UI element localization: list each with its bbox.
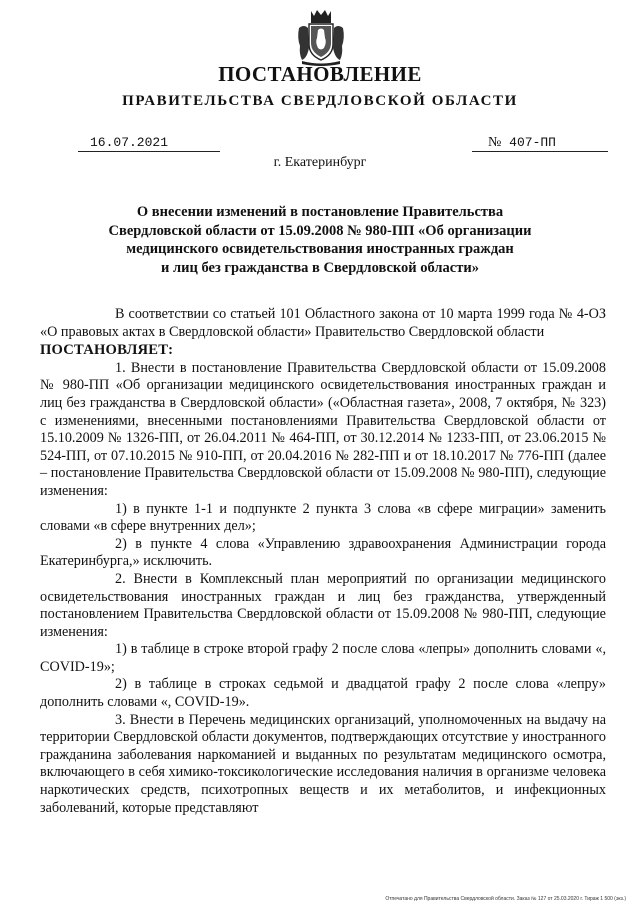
document-title: ПОСТАНОВЛЕНИЕ: [218, 62, 422, 86]
body-paragraph: 2) в пункте 4 слова «Управлению здравоохранения Администрации города Екатеринбурга,» исключить.: [40, 535, 606, 570]
document-date: 16.07.2021: [78, 135, 220, 152]
intro-paragraph: В соответствии со статьей 101 Областного закона от 10 марта 1999 года № 4-ОЗ «О правовых актах в Свердловской области» Правительство Свердловской области: [40, 306, 606, 340]
print-footnote: Отпечатано для Правительства Свердловской области. Заказ № 127 от 25.03.2020 г. Тираж 1 500 (экз.): [385, 896, 626, 902]
body-paragraph: 2. Внести в Комплексный план мероприятий по организации медицинского освидетельствования иностранных граждан и лиц без гражданства, утвержденный постановлением Правительства Свердловской области от 15.09.2008 № 980-ПП, следующие изменения:: [40, 570, 606, 640]
document-number-field: [472, 135, 608, 152]
decree-heading: [60, 203, 580, 277]
body-paragraph: 1) в пункте 1-1 и подпункте 2 пункта 3 слова «в сфере миграции» заменить словами «в сфере внутренних дел»;: [40, 500, 606, 535]
heading-line: и лиц без гражданства в Свердловской области»: [161, 259, 479, 276]
document-body: [40, 306, 606, 817]
number-sign: №: [488, 135, 502, 150]
heading-line: медицинского освидетельствования иностранных граждан: [126, 241, 514, 257]
heading-line: О внесении изменений в постановление Правительства: [136, 204, 504, 220]
body-paragraph: 3. Внести в Перечень медицинских организаций, уполномоченных на выдачу на территории Свердловской области документов, подтверждающих отсутствие у иностранного гражданина заболевания наркоманией и выданных по результатам медицинского осмотра, включающего в себя химико-токсикологические исследования наличия в организме человека наркотических средств, психотропных веществ и их метаболитов, и инфекционных заболеваний, которые представляют: [40, 711, 606, 816]
city-line: г. Екатеринбург: [273, 155, 367, 170]
document-number: 407-ПП: [509, 135, 556, 150]
heading-line: Свердловской области от 15.09.2008 № 980-ПП «Об организации: [108, 222, 532, 239]
body-paragraph: 2) в таблице в строках седьмой и двадцатой графу 2 после слова «лепру» дополнить словами «, COVID-19».: [40, 676, 606, 711]
coat-of-arms-icon: [296, 8, 346, 66]
body-paragraph: 1) в таблице в строке второй графу 2 после слова «лепры» дополнить словами «, COVID-19»;: [40, 641, 606, 675]
body-paragraph: 1. Внести в постановление Правительства Свердловской области от 15.09.2008 № 980-ПП «Об организации медицинского освидетельствования иностранных граждан и лиц без гражданства в Свердловской области» («Областная газета», 2008, 7 октября, № 323) с изменениями, внесенными постановлениями Правительства Свердловской области от 15.10.2009 № 1326-ПП, от 26.04.2011 № 464-ПП, от 30.12.2014 № 1233-ПП, от 23.06.2015 № 524-ПП, от 07.10.2015 № 910-ПП, от 20.04.2016 № 282-ПП и от 18.10.2017 № 776-ПП (далее – постановление Правительства Свердловской области от 15.09.2008 № 980-ПП), следующие изменения:: [40, 359, 606, 499]
document-subtitle: ПРАВИТЕЛЬСТВА СВЕРДЛОВСКОЙ ОБЛАСТИ: [122, 93, 518, 109]
decree-keyword: ПОСТАНОВЛЯЕТ:: [40, 342, 174, 359]
